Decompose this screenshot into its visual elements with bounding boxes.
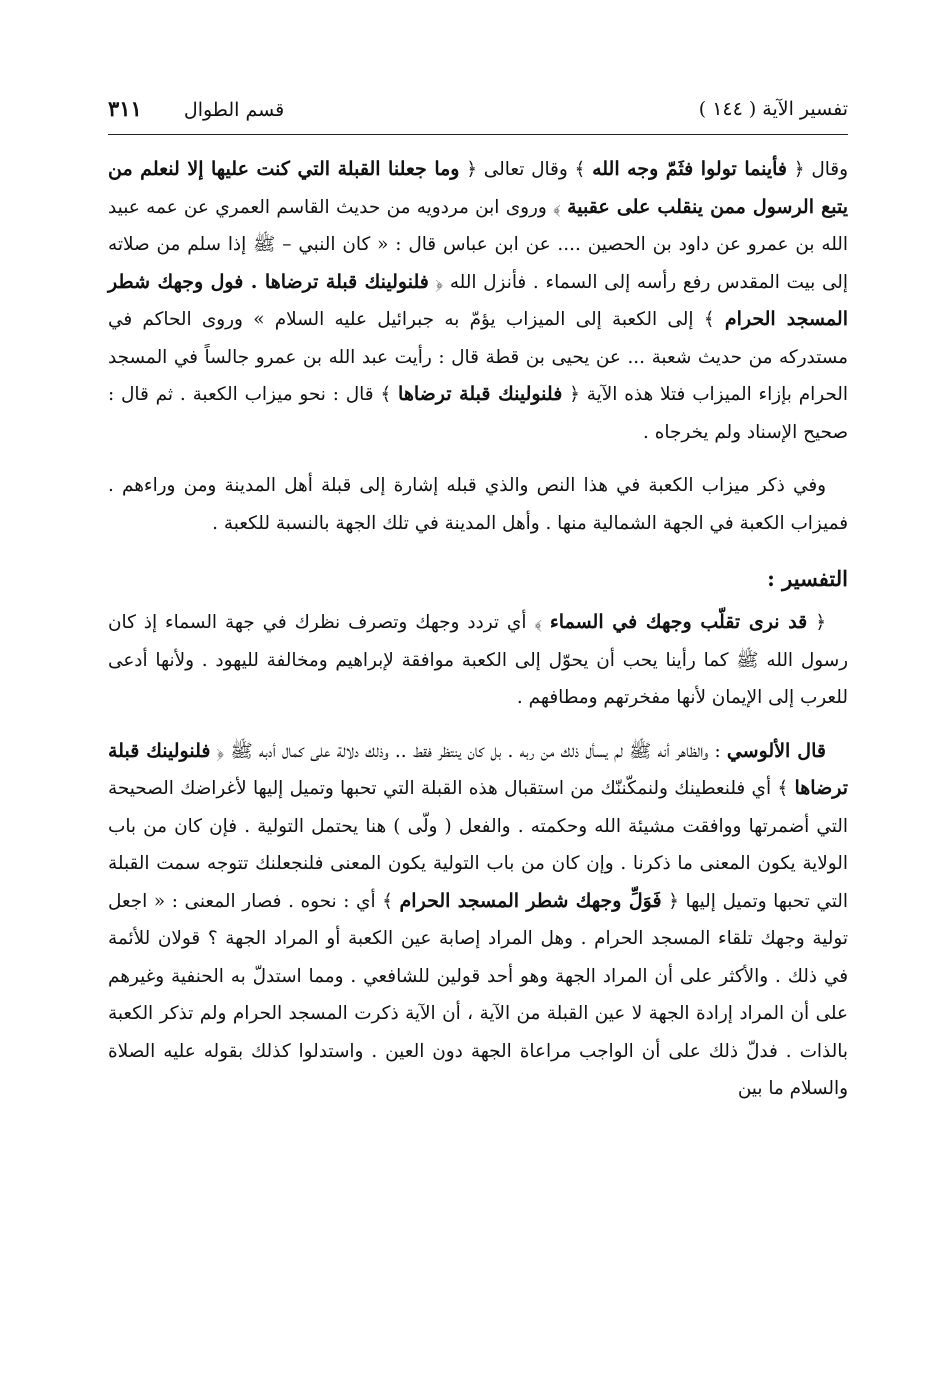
quranic-quote: فلنولينك قبلة ترضاها xyxy=(108,739,848,799)
text-segment: ﴿ xyxy=(807,612,826,633)
header-title: تفسير الآية ( ١٤٤ ) xyxy=(698,98,848,120)
book-page xyxy=(108,92,848,1352)
quranic-quote: فَوَلِّ وجهك شطر المسجد الحرام xyxy=(399,889,662,912)
text-segment: وقال ﴿ xyxy=(787,159,848,180)
paragraph-tafsir-alusi xyxy=(108,733,848,1108)
quranic-quote: فأينما تولوا فثَمّ وجه الله xyxy=(592,158,788,180)
text-segment: ﴾ قال : نحو ميزاب الكعبة . ثم قال : صحيح الإسناد ولم يخرجاه . xyxy=(108,384,848,443)
text-segment: وفي ذكر ميزاب الكعبة في هذا النص والذي قبله إشارة إلى قبلة أهل المدينة ومن وراءهم . فميزاب الكعبة في الجهة الشمالية منها . وأهل المدينة في تلك الجهة بالنسبة للكعبة . xyxy=(108,475,848,534)
text-segment: ﴾ وقال تعالى ﴿ xyxy=(459,159,593,180)
paragraph-tafsir-1 xyxy=(108,604,848,717)
paragraph-hadith xyxy=(108,151,848,451)
page-number: ٣١١ xyxy=(108,96,142,121)
page-header xyxy=(108,92,848,135)
quranic-quote: فلنولينك قبلة ترضاها xyxy=(398,383,563,405)
quranic-quote: قد نرى تقلّب وجهك في السماء xyxy=(549,611,808,633)
header-section-and-number xyxy=(108,96,284,121)
text-segment: ﴾ أي : نحوه . فصار المعنى : « اجعل تولية وجهك تلقاء المسجد الحرام . وهل المراد إصابة عين الكعبة أو المراد الجهة ؟ قولان للأئمة في ذلك . والأكثر على أن المراد الجهة وهو أحد قولين للشافعي . ومما استدلّ به الحنفية وغيرهم على أن المراد إرادة الجهة لا عين القبلة من الآية ، أن الآية ذكرت المسجد الحرام ولم تذكر الكعبة بالذات . فدلّ ذلك على أن الواجب مراعاة الجهة دون العين . واستدلوا كذلك بقوله عليه الصلاة والسلام ما بين xyxy=(108,890,848,1099)
quranic-quote: وما جعلنا القبلة التي كنت عليها إلا لنعلم من يتبع الرسول ممن ينقلب على عقبية xyxy=(108,158,848,218)
text-segment: ﴾ أي تردد وجهك وتصرف نظرك في جهة السماء إذ كان رسول الله ﷺ كما رأينا يحب أن يحوّل إلى الكعبة موافقة لإبراهيم ومخالفة لليهود . ولأنها أدعى للعرب إلى الإيمان لأنها مفخرتهم ومطافهم . xyxy=(108,612,848,708)
section-heading: التفسير : xyxy=(767,566,848,591)
header-section: قسم الطوال xyxy=(183,99,285,121)
quranic-quote: فلنولينك قبلة ترضاها . فول وجهك شطر المسجد الحرام xyxy=(108,270,848,330)
quranic-quote: قال الألوسي xyxy=(726,739,826,762)
text-segment: ﴾ إلى الكعبة إلى الميزاب يؤمّ به جبرائيل عليه السلام » وروى الحاكم في مستدركه من حديث شعبة ... عن يحيى بن قطة قال : رأيت عبد الله بن عمرو جالساً في المسجد الحرام بإزاء الميزاب فتلا هذه الآية ﴿ xyxy=(108,309,848,405)
paragraph-mizab xyxy=(108,467,848,542)
text-segment: ﴾ وروى ابن مردويه من حديث القاسم العمري عن عمه عبيد الله بن عمرو عن داود بن الحصين .... عن ابن عباس قال : « كان النبي – ﷺ إذا سلم من صلاته إلى بيت المقدس رفع رأسه إلى السماء . فأنزل الله ﴿ xyxy=(108,196,848,293)
text-segment: ﴾ أي فلنعطينك ولنمكّننّك من استقبال هذه القبلة التي تحبها وتميل إليها لأغراضك الصحيحة التي أضمرتها ووافقت مشيئة الله وحكمته . والفعل ( ولّى ) هنا يحتمل التولية . فإن كان من باب الولاية يكون المعنى ما ذكرنا . وإن كان من باب التولية يكون المعنى فلنجعلنك تتوجه سمت القبلة التي تحبها وتميل إليها ﴿ xyxy=(108,778,848,912)
text-segment: : والظاهر أنه ﷺ لم يسأل ذلك من ربه . بل كان ينتظر فقط .. وذلك دلالة على كمال أدبه ﷺ ﴿ xyxy=(210,740,727,762)
